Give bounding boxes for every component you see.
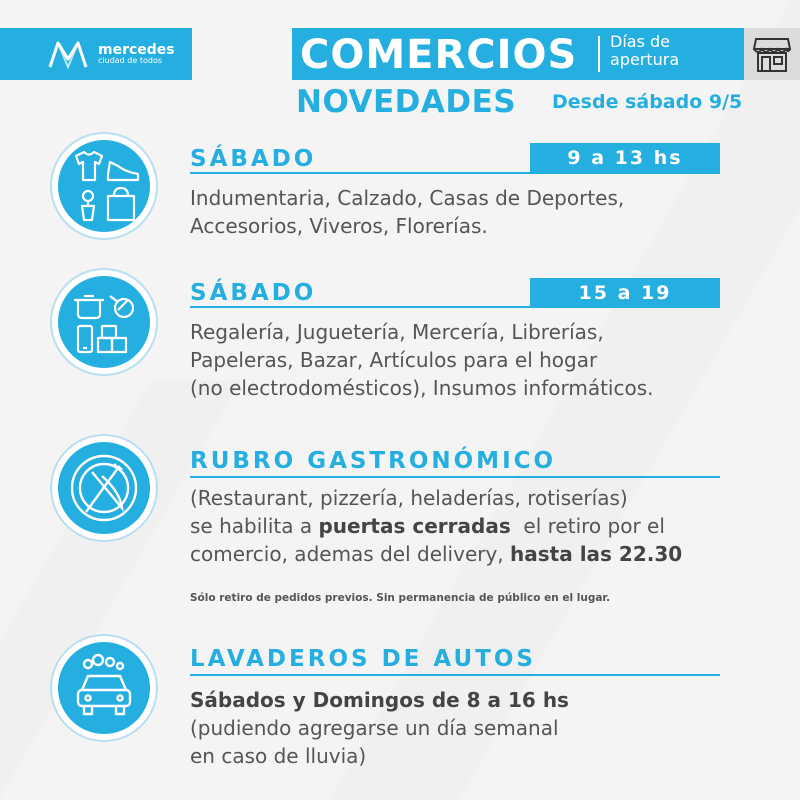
section-3-line: (Restaurant, pizzería, heladerías, rotiserías) xyxy=(190,486,628,510)
clothing-shoes-icon xyxy=(50,132,158,240)
header-divider xyxy=(598,36,600,72)
section-4-text xyxy=(190,686,569,770)
headline: NOVEDADES xyxy=(296,84,517,120)
section-3-note: Sólo retiro de pedidos previos. Sin permanencia de público en el lugar. xyxy=(190,592,611,604)
section-4-line: (pudiendo agregarse un día semanal xyxy=(190,716,559,740)
section-2-text xyxy=(190,318,654,402)
emphasis: puertas cerradas xyxy=(318,514,511,538)
plate-cutlery-icon xyxy=(50,434,158,542)
gifts-toys-icon xyxy=(50,268,158,376)
section-2-title: SÁBADO xyxy=(190,280,317,306)
section-2-line: Regalería, Juguetería, Mercería, Librerías, xyxy=(190,320,604,344)
section-3-text xyxy=(190,484,682,568)
emphasis: hasta las 22.30 xyxy=(510,542,683,566)
section-4-line: Sábados y Domingos de 8 a 16 hs xyxy=(190,688,569,712)
logo-tagline: ciudad de todos xyxy=(98,56,163,65)
car-wash-icon xyxy=(50,634,158,742)
section-3-underline xyxy=(190,476,720,478)
mercedes-logo xyxy=(0,28,192,80)
section-4-title: LAVADEROS DE AUTOS xyxy=(190,646,536,672)
section-2-line: Papeleras, Bazar, Artículos para el hogar xyxy=(190,348,598,372)
mercedes-m-icon xyxy=(46,37,90,71)
section-1-title: SÁBADO xyxy=(190,146,317,172)
section-1-line: Indumentaria, Calzado, Casas de Deportes, xyxy=(190,186,625,210)
section-3-title: RUBRO GASTRONÓMICO xyxy=(190,448,557,474)
section-1-text xyxy=(190,184,624,240)
section-3-line: se habilita a puertas cerradas el retiro por el xyxy=(190,514,665,538)
shop-icon xyxy=(744,28,800,80)
since-date: Desde sábado 9/5 xyxy=(552,91,743,113)
section-1-hours: 9 a 13 hs xyxy=(530,143,720,173)
header-subtitle: Días de apertura xyxy=(610,32,680,69)
section-4-underline xyxy=(190,674,720,676)
section-3-line: comercio, ademas del delivery, hasta las 22.30 xyxy=(190,542,683,566)
section-4-line: en caso de lluvia) xyxy=(190,744,367,768)
section-2-line: (no electrodomésticos), Insumos informáticos. xyxy=(190,376,654,400)
logo-name: mercedes xyxy=(98,42,175,58)
page-title: COMERCIOS xyxy=(300,32,578,78)
section-2-hours: 15 a 19 xyxy=(530,278,720,308)
section-1-line: Accesorios, Viveros, Florerías. xyxy=(190,214,488,238)
